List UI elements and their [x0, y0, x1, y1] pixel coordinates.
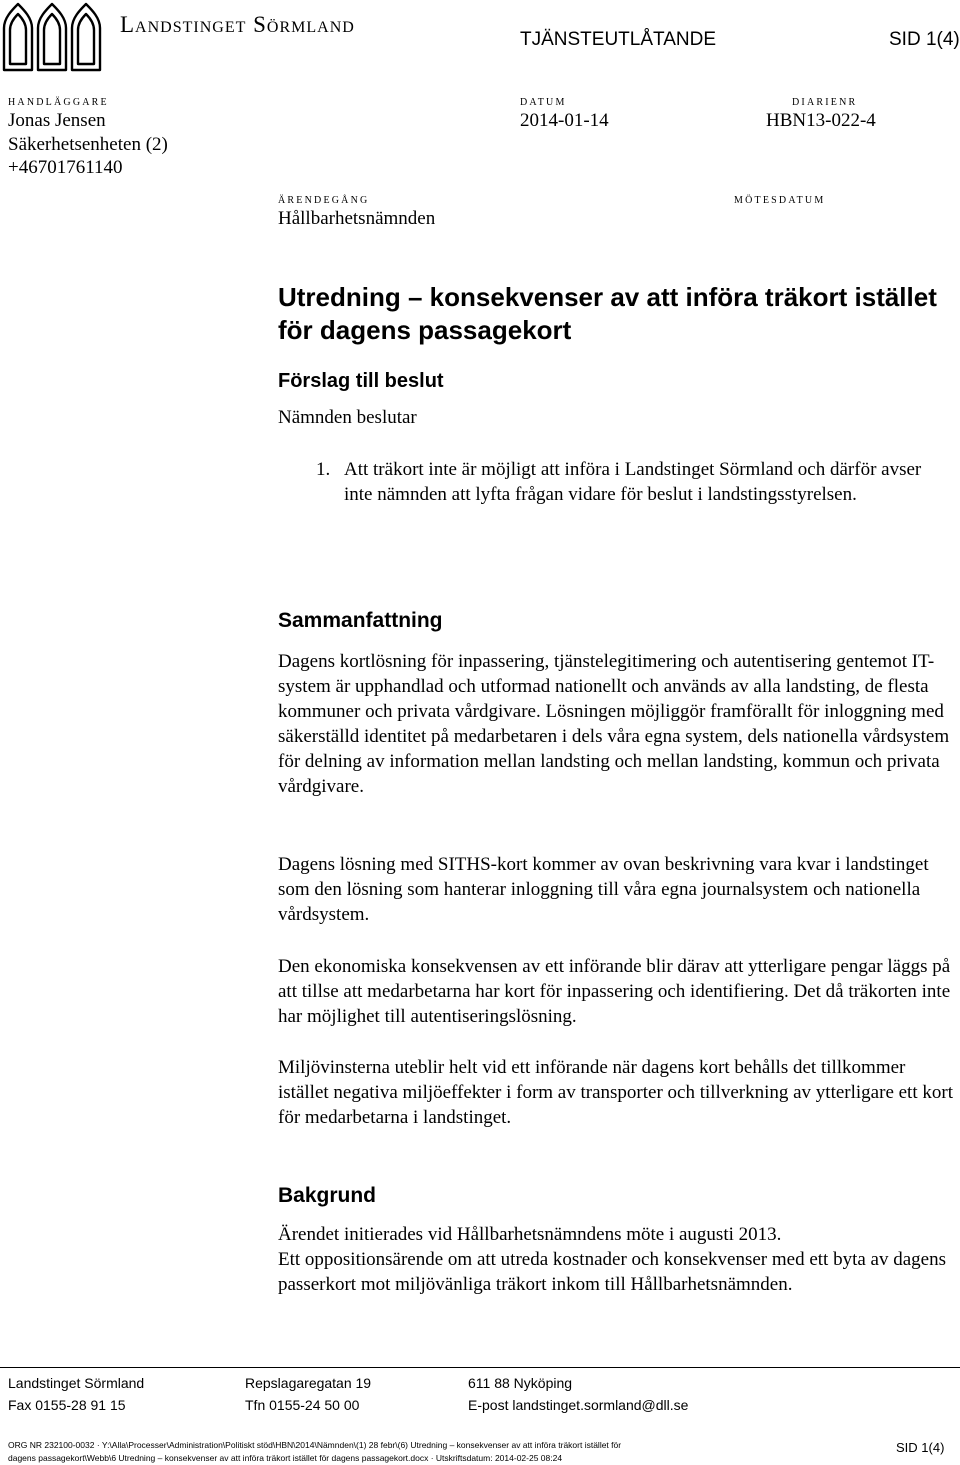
bakgrund-heading: Bakgrund	[278, 1184, 377, 1207]
document-title	[278, 281, 937, 347]
bakgrund-line1: Ärendet initierades vid Hållbarhetsnämndens möte i augusti 2013.	[278, 1224, 782, 1245]
sammanfattning-p4	[278, 1055, 958, 1130]
footer-org: Landstinget Sörmland	[8, 1375, 145, 1391]
forslag-item-number: 1.	[316, 459, 331, 480]
handlaggare-phone: +46701761140	[8, 157, 123, 178]
footer-address: Repslagaregatan 19	[245, 1375, 372, 1391]
footer-file-path-line2: dagens passagekort\Webb\6 Utredning – konsekvenser av att införa träkort istället för dagens passagekort.docx · Utskriftsdatum: 2014-02-25 08:24	[8, 1453, 563, 1463]
bakgrund-line2: Ett oppositionsärende om att utreda kostnader och konsekvenser med ett byta av dagens passerkort mot miljövänliga träkort inkom till Hållbarhetsnämnden.	[278, 1249, 946, 1295]
landstinget-logo-icon	[0, 0, 110, 75]
forslag-item-text: Att träkort inte är möjligt att införa i Landstinget Sörmland och därför avser inte nämnden att lyfta frågan vidare för beslut i landstingsstyrelsen.	[344, 459, 922, 505]
forslag-heading: Förslag till beslut	[278, 370, 444, 392]
handlaggare-label: HANDLÄGGARE	[8, 97, 109, 108]
arendegang-label: ÄRENDEGÅNG	[278, 195, 370, 206]
document-title-line2: för dagens passagekort	[278, 315, 572, 345]
footer-email: E-post landstinget.sormland@dll.se	[468, 1397, 689, 1413]
footer-page-number: SID 1(4)	[896, 1440, 945, 1455]
footer-file-path	[8, 1439, 621, 1465]
footer-file-path-line1: ORG NR 232100-0032 · Y:\Alla\Processer\Administration\Politiskt stöd\HBN\2014\Nämnden\(1) 28 febr\(6) Utredning – konsekvenser av att införa träkort istället för	[8, 1440, 622, 1450]
datum-label: DATUM	[520, 97, 567, 108]
motesdatum-label: MÖTESDATUM	[734, 195, 826, 206]
datum-value: 2014-01-14	[520, 110, 609, 131]
handlaggare-unit: Säkerhetsenheten (2)	[8, 134, 168, 155]
diarienr-value: HBN13-022-4	[766, 110, 876, 131]
document-type: TJÄNSTEUTLÅTANDE	[520, 29, 717, 50]
forslag-intro: Nämnden beslutar	[278, 407, 417, 428]
diarienr-label: DIARIENR	[792, 97, 858, 108]
paragraph: Miljövinsterna uteblir helt vid ett införande när dagens kort behålls det tillkommer istället negativa miljöeffekter i form av transporter och tillverkning av ytterligare ett kort för medarbetarna i landstinget.	[278, 1057, 953, 1128]
paragraph: Dagens lösning med SITHS-kort kommer av ovan beskrivning vara kvar i landstinget som den lösning som hanterar inloggning till våra egna journalsystem och nationella vårdsystem.	[278, 854, 929, 925]
footer-phone: Tfn 0155-24 50 00	[245, 1397, 360, 1413]
sammanfattning-heading: Sammanfattning	[278, 609, 443, 632]
org-name: Landstinget Sörmland	[120, 12, 355, 37]
sammanfattning-p1	[278, 649, 958, 799]
footer-postal: 611 88 Nyköping	[468, 1375, 573, 1391]
footer-divider	[0, 1367, 960, 1368]
document-title-line1: Utredning – konsekvenser av att införa träkort istället	[278, 282, 937, 312]
handlaggare-name: Jonas Jensen	[8, 110, 106, 131]
arendegang-value: Hållbarhetsnämnden	[278, 208, 436, 229]
sammanfattning-p2	[278, 852, 958, 927]
footer-fax: Fax 0155-28 91 15	[8, 1397, 126, 1413]
bakgrund-text	[278, 1222, 958, 1297]
paragraph: Den ekonomiska konsekvensen av ett införande blir därav att ytterligare pengar läggs på att tillse att medarbetarna har kort för inpassering och identifiering. Det då träkorten inte har möjlighet till autentiseringslösning.	[278, 956, 951, 1027]
page-number: SID 1(4)	[889, 29, 960, 50]
sammanfattning-p3	[278, 954, 958, 1029]
paragraph: Dagens kortlösning för inpassering, tjänstelegitimering och autentisering gentemot IT-system är upphandlad och utformad nationellt och används av alla landsting, de flesta kommuner och privata vårdgivare. Lösningen möjliggör framförallt för inloggning med säkerställd identitet på medarbetaren i dels våra egna system, dels nationella vårdsystem för delning av information mellan landsting och mellan landsting, kommun och privata vårdgivare.	[278, 651, 950, 797]
